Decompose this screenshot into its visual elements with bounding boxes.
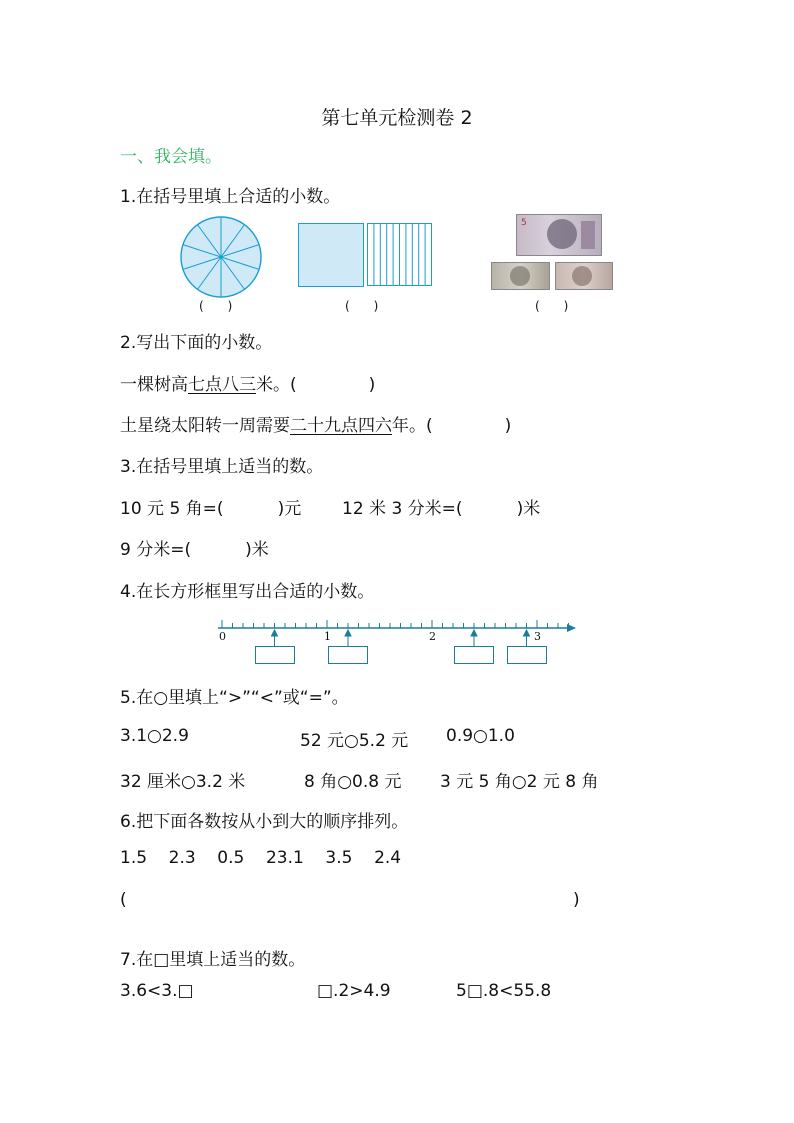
pointer-arrowhead	[524, 630, 530, 636]
pointer-arrowhead	[345, 630, 351, 636]
question-7-prompt: 7.在□里填上适当的数。	[120, 950, 306, 970]
q6-numbers: 1.5 2.3 0.5 23.1 3.5 2.4	[120, 848, 402, 868]
tenth-strips	[367, 223, 433, 287]
q5-r1-item-1[interactable]: 3.1○2.9	[120, 726, 189, 746]
question-1-prompt: 1.在括号里填上合适的小数。	[120, 187, 341, 207]
full-square	[298, 223, 364, 287]
blank-money[interactable]: ( )	[535, 299, 569, 313]
blank-circle[interactable]: ( )	[199, 299, 233, 313]
tick-label: 1	[324, 630, 331, 643]
q2-line-1	[120, 370, 375, 395]
q2-2-underlined: 二十九点四六	[290, 416, 392, 436]
fraction-circle	[178, 214, 264, 300]
q2-1-close: )	[368, 375, 376, 395]
answer-box[interactable]	[255, 646, 295, 664]
question-2-prompt: 2.写出下面的小数。	[120, 333, 273, 353]
q5-r2-item-2[interactable]: 8 角○0.8 元	[304, 772, 402, 792]
note-pattern-icon	[581, 221, 595, 249]
question-5-prompt: 5.在○里填上“>”“<”或“=”。	[120, 688, 349, 708]
q3-item-1[interactable]: 10 元 5 角=( )元	[120, 499, 302, 519]
jiao-note-1	[491, 262, 550, 290]
blank-squares[interactable]: ( )	[345, 299, 379, 313]
q6-close-paren: )	[573, 890, 580, 910]
answer-box[interactable]	[454, 646, 494, 664]
q5-r1-item-3[interactable]: 0.9○1.0	[446, 726, 515, 746]
q2-line-2	[120, 411, 511, 436]
q2-2-before: 土星绕太阳转一周需要	[120, 416, 290, 436]
q6-answer-area[interactable]	[132, 888, 570, 914]
jiao-note-2	[555, 262, 613, 290]
portrait-icon	[572, 266, 592, 286]
section-heading: 一、我会填。	[120, 147, 222, 167]
q7-item-3[interactable]: 5□.8<55.8	[456, 981, 552, 1001]
question-3-prompt: 3.在括号里填上适当的数。	[120, 457, 324, 477]
q5-r2-item-3[interactable]: 3 元 5 角○2 元 8 角	[440, 772, 599, 792]
q6-open-paren: (	[120, 890, 127, 910]
portrait-icon	[547, 219, 577, 249]
pointer-arrowhead	[471, 630, 477, 636]
question-4-prompt: 4.在长方形框里写出合适的小数。	[120, 582, 375, 602]
q7-item-2[interactable]: □.2>4.9	[317, 981, 391, 1001]
answer-box[interactable]	[507, 646, 547, 664]
q3-item-3[interactable]: 9 分米=( )米	[120, 540, 269, 560]
answer-box[interactable]	[328, 646, 368, 664]
q2-1-before: 一棵树高	[120, 375, 188, 395]
q2-2-close: )	[504, 416, 512, 436]
page-title: 第七单元检测卷 2	[321, 107, 473, 129]
tick-label: 2	[429, 630, 436, 643]
pointer-arrowhead	[272, 630, 278, 636]
portrait-icon	[510, 266, 530, 286]
q2-2-after: 年。(	[392, 416, 433, 436]
question-6-prompt: 6.把下面各数按从小到大的顺序排列。	[120, 812, 409, 832]
q5-r1-item-2[interactable]: 52 元○5.2 元	[300, 731, 409, 751]
q2-1-after: 米。(	[256, 375, 297, 395]
q3-item-2[interactable]: 12 米 3 分米=( )米	[342, 499, 541, 519]
q7-item-1[interactable]: 3.6<3.□	[120, 981, 194, 1001]
q2-1-underlined: 七点八三	[188, 375, 256, 395]
tick-label: 3	[534, 630, 541, 643]
tick-label: 0	[219, 630, 226, 643]
five-yuan-note	[516, 214, 602, 256]
note-value: 5	[521, 218, 527, 228]
q5-r2-item-1[interactable]: 32 厘米○3.2 米	[120, 772, 246, 792]
